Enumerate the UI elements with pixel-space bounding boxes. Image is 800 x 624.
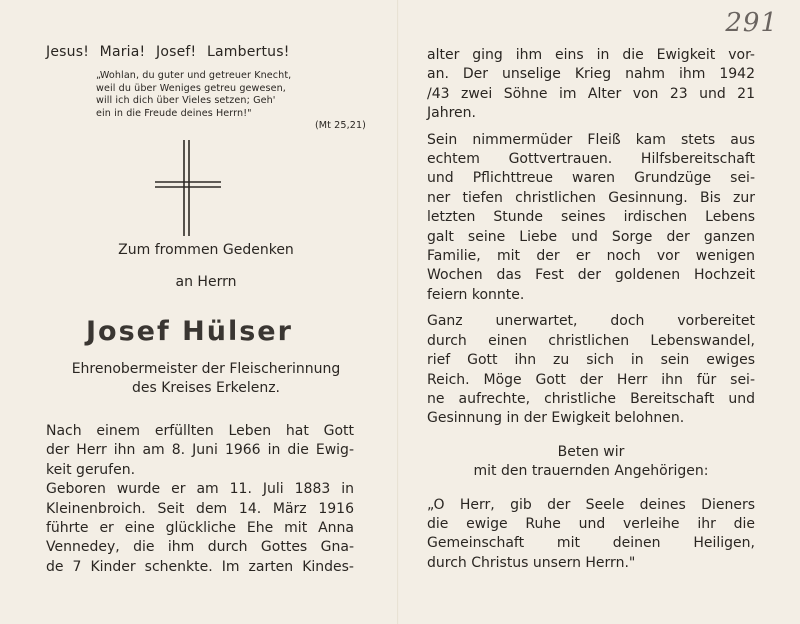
biography-text (46, 422, 354, 577)
text-line: Kleinenbroich. Seit dem 14. März 1916 (46, 500, 354, 517)
text-line: rief Gott ihn zu sich in sein ewiges (427, 352, 755, 369)
text-line: de 7 Kinder schenkte. Im zarten Kindes- (46, 558, 354, 575)
text-line: alter ging ihm eins in die Ewigkeit vor- (427, 47, 755, 63)
paragraph (427, 312, 755, 428)
title-line: des Kreises Erkelenz. (131, 380, 281, 396)
verse-line: „Wohlan, du guter und getreuer Knecht, (96, 70, 292, 81)
verse-line: weil du über Weniges getreu gewesen, (96, 82, 286, 94)
text-line: Vennedey, die ihm durch Gottes Gna- (46, 539, 354, 556)
cross-icon (153, 138, 223, 238)
title-line: Ehrenobermeister der Fleischerinnung (71, 361, 341, 377)
text-line: Ganz unerwartet, doch vorbereitet (427, 313, 755, 330)
text-line: führte er eine glückliche Ehe mit Anna (46, 520, 354, 537)
bible-verse (96, 70, 366, 133)
text-line: feiern konnte. (427, 286, 525, 303)
fold-line (397, 0, 399, 624)
text-line: „O Herr, gib der Seele deines Dieners (427, 496, 755, 513)
text-line: Sein nimmermüder Fleiß kam stets aus (427, 131, 755, 148)
deceased-name: Josef Hülser (86, 316, 293, 347)
text-line: /43 zwei Söhne im Alter von 23 und 21 (427, 85, 755, 102)
text-line: galt seine Liebe und Sorge der ganzen (427, 228, 755, 245)
text-line: Wochen das Fest der goldenen Hochzeit (427, 267, 755, 284)
text-line: an. Der unselige Krieg nahm ihm 1942 (427, 66, 755, 83)
text-line: Familie, mit der er noch vor wenigen (427, 248, 755, 265)
prayer-heading-line: Beten wir (557, 443, 625, 460)
prayer-heading-line: mit den trauernden Angehörigen: (473, 463, 709, 480)
text-line: der Herr ihn am 8. Juni 1966 in die Ewig- (46, 442, 354, 459)
prayer-text (427, 496, 755, 574)
paragraph (427, 46, 755, 124)
text-line: Jahren. (427, 105, 476, 122)
prayer-heading (427, 443, 755, 482)
verse-line: will ich dich über Vieles setzen; Geh' (96, 95, 276, 106)
text-line: echtem Gottvertrauen. Hilfsbereitschaft (427, 151, 755, 168)
text-line: die ewige Ruhe und verleihe ihr die (427, 515, 755, 532)
verse-line: ein in die Freude deines Herrn!" (96, 107, 252, 119)
text-line: durch einen christlichen Lebenswandel, (427, 332, 755, 349)
page-number: 291 (725, 8, 778, 38)
text-line: keit gerufen. (46, 461, 136, 478)
text-line: und Pflichttreue waren Grundzüge sei- (427, 170, 755, 187)
text-line: ne aufrechte, christliche Bereitschaft und (427, 390, 755, 407)
text-line: durch Christus unsern Herrn." (427, 554, 636, 571)
text-line: Reich. Möge Gott der Herr ihn für sei- (427, 371, 755, 388)
invocation: Jesus! Maria! Josef! Lambertus! (46, 44, 290, 60)
verse-reference: (Mt 25,21) (314, 120, 366, 131)
text-line: letzten Stunde seines irdischen Lebens (427, 209, 755, 226)
text-line: ner tiefen christlichen Gesinnung. Bis zur (427, 189, 755, 206)
deceased-title (46, 360, 366, 398)
paragraph (427, 131, 755, 306)
memorial-heading-line: an Herrn (175, 274, 237, 290)
text-line: Geboren wurde er am 11. Juli 1883 in (46, 481, 354, 498)
memorial-heading-line: Zum frommen Gedenken (118, 242, 294, 258)
text-line: Gesinnung in der Ewigkeit belohnen. (427, 410, 685, 427)
text-line: Gemeinschaft mit deinen Heiligen, (427, 535, 755, 552)
text-line: Nach einem erfüllten Leben hat Gott (46, 423, 354, 439)
biography-continued (427, 46, 755, 573)
